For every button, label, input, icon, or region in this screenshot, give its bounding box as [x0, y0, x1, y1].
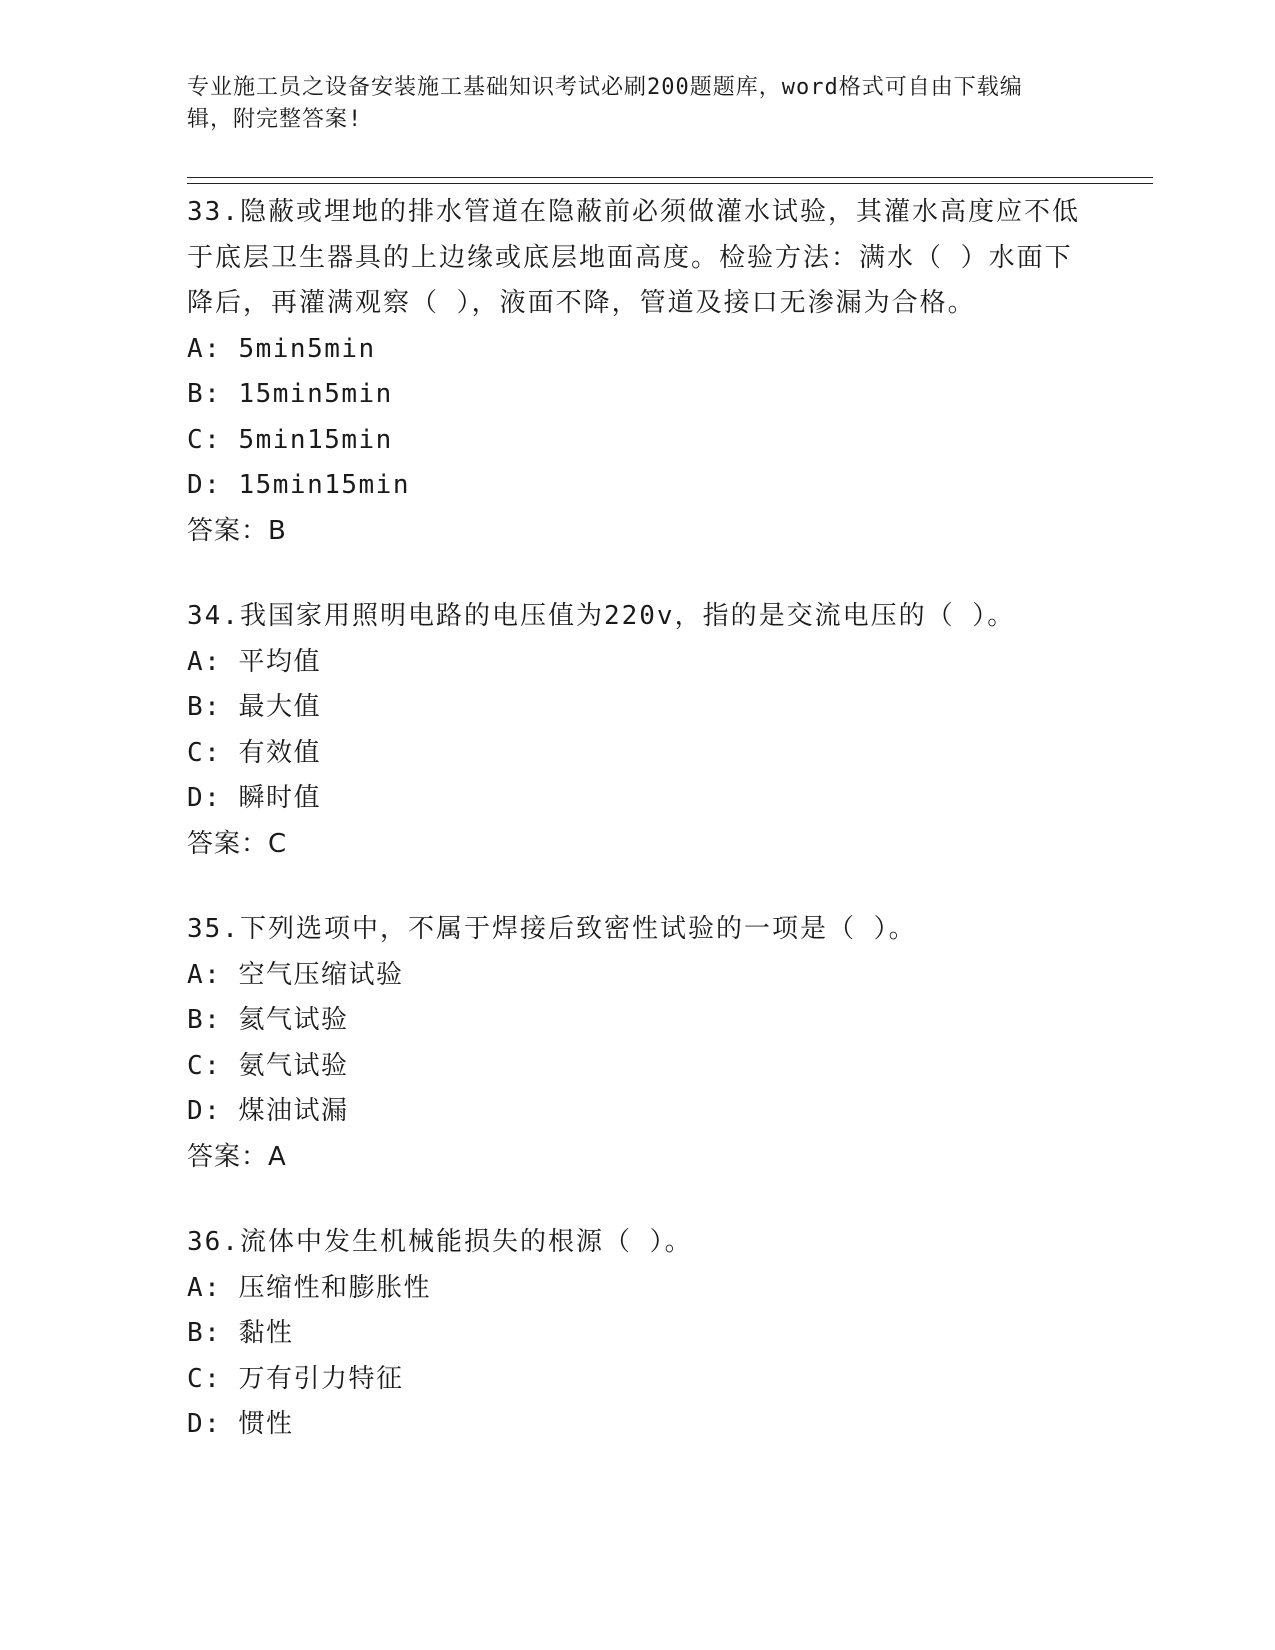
option-c: C: 万有引力特征: [187, 1363, 404, 1394]
option-a: A: 空气压缩试验: [187, 959, 404, 990]
option-b: B: 黏性: [187, 1318, 294, 1348]
header-divider-bottom: [187, 183, 1153, 184]
question-33: [187, 190, 1087, 554]
option-b: B: 最大值: [187, 692, 321, 722]
question-34: [187, 594, 1087, 867]
option-a: A: 5min5min: [187, 333, 376, 364]
option-d: D: 煤油试漏: [187, 1096, 349, 1126]
document-title: 专业施工员之设备安装施工基础知识考试必刷200题题库，word格式可自由下载编辑，附完整答案!: [187, 75, 1023, 132]
document-header: [187, 72, 1067, 136]
question-stem: 34.我国家用照明电路的电压值为220v，指的是交流电压的（ ）。: [187, 601, 1016, 631]
question-stem: 33.隐蔽或埋地的排水管道在隐蔽前必须做灌水试验，其灌水高度应不低于底层卫生器具的上边缘或底层地面高度。检验方法：满水（ ）水面下降后，再灌满观察（ ），液面不降，管道及接口无渗漏为合格。: [187, 197, 1080, 318]
option-b: B: 氦气试验: [187, 1005, 349, 1035]
option-d: D: 惯性: [187, 1409, 294, 1439]
option-c: C: 5min15min: [187, 424, 393, 455]
answer-line: 答案：B: [187, 515, 287, 546]
option-a: A: 压缩性和膨胀性: [187, 1272, 431, 1303]
question-list: [187, 190, 1087, 1488]
option-d: D: 15min15min: [187, 470, 410, 500]
option-a: A: 平均值: [187, 646, 321, 677]
option-d: D: 瞬时值: [187, 783, 321, 813]
header-divider-top: [187, 177, 1153, 178]
question-stem: 36.流体中发生机械能损失的根源（ ）。: [187, 1227, 693, 1257]
question-36: [187, 1220, 1087, 1448]
option-c: C: 有效值: [187, 737, 321, 768]
option-b: B: 15min5min: [187, 379, 393, 409]
answer-line: 答案：C: [187, 828, 288, 859]
question-35: [187, 907, 1087, 1180]
option-c: C: 氨气试验: [187, 1050, 349, 1081]
question-stem: 35.下列选项中，不属于焊接后致密性试验的一项是（ ）。: [187, 914, 917, 944]
answer-line: 答案：A: [187, 1141, 287, 1172]
